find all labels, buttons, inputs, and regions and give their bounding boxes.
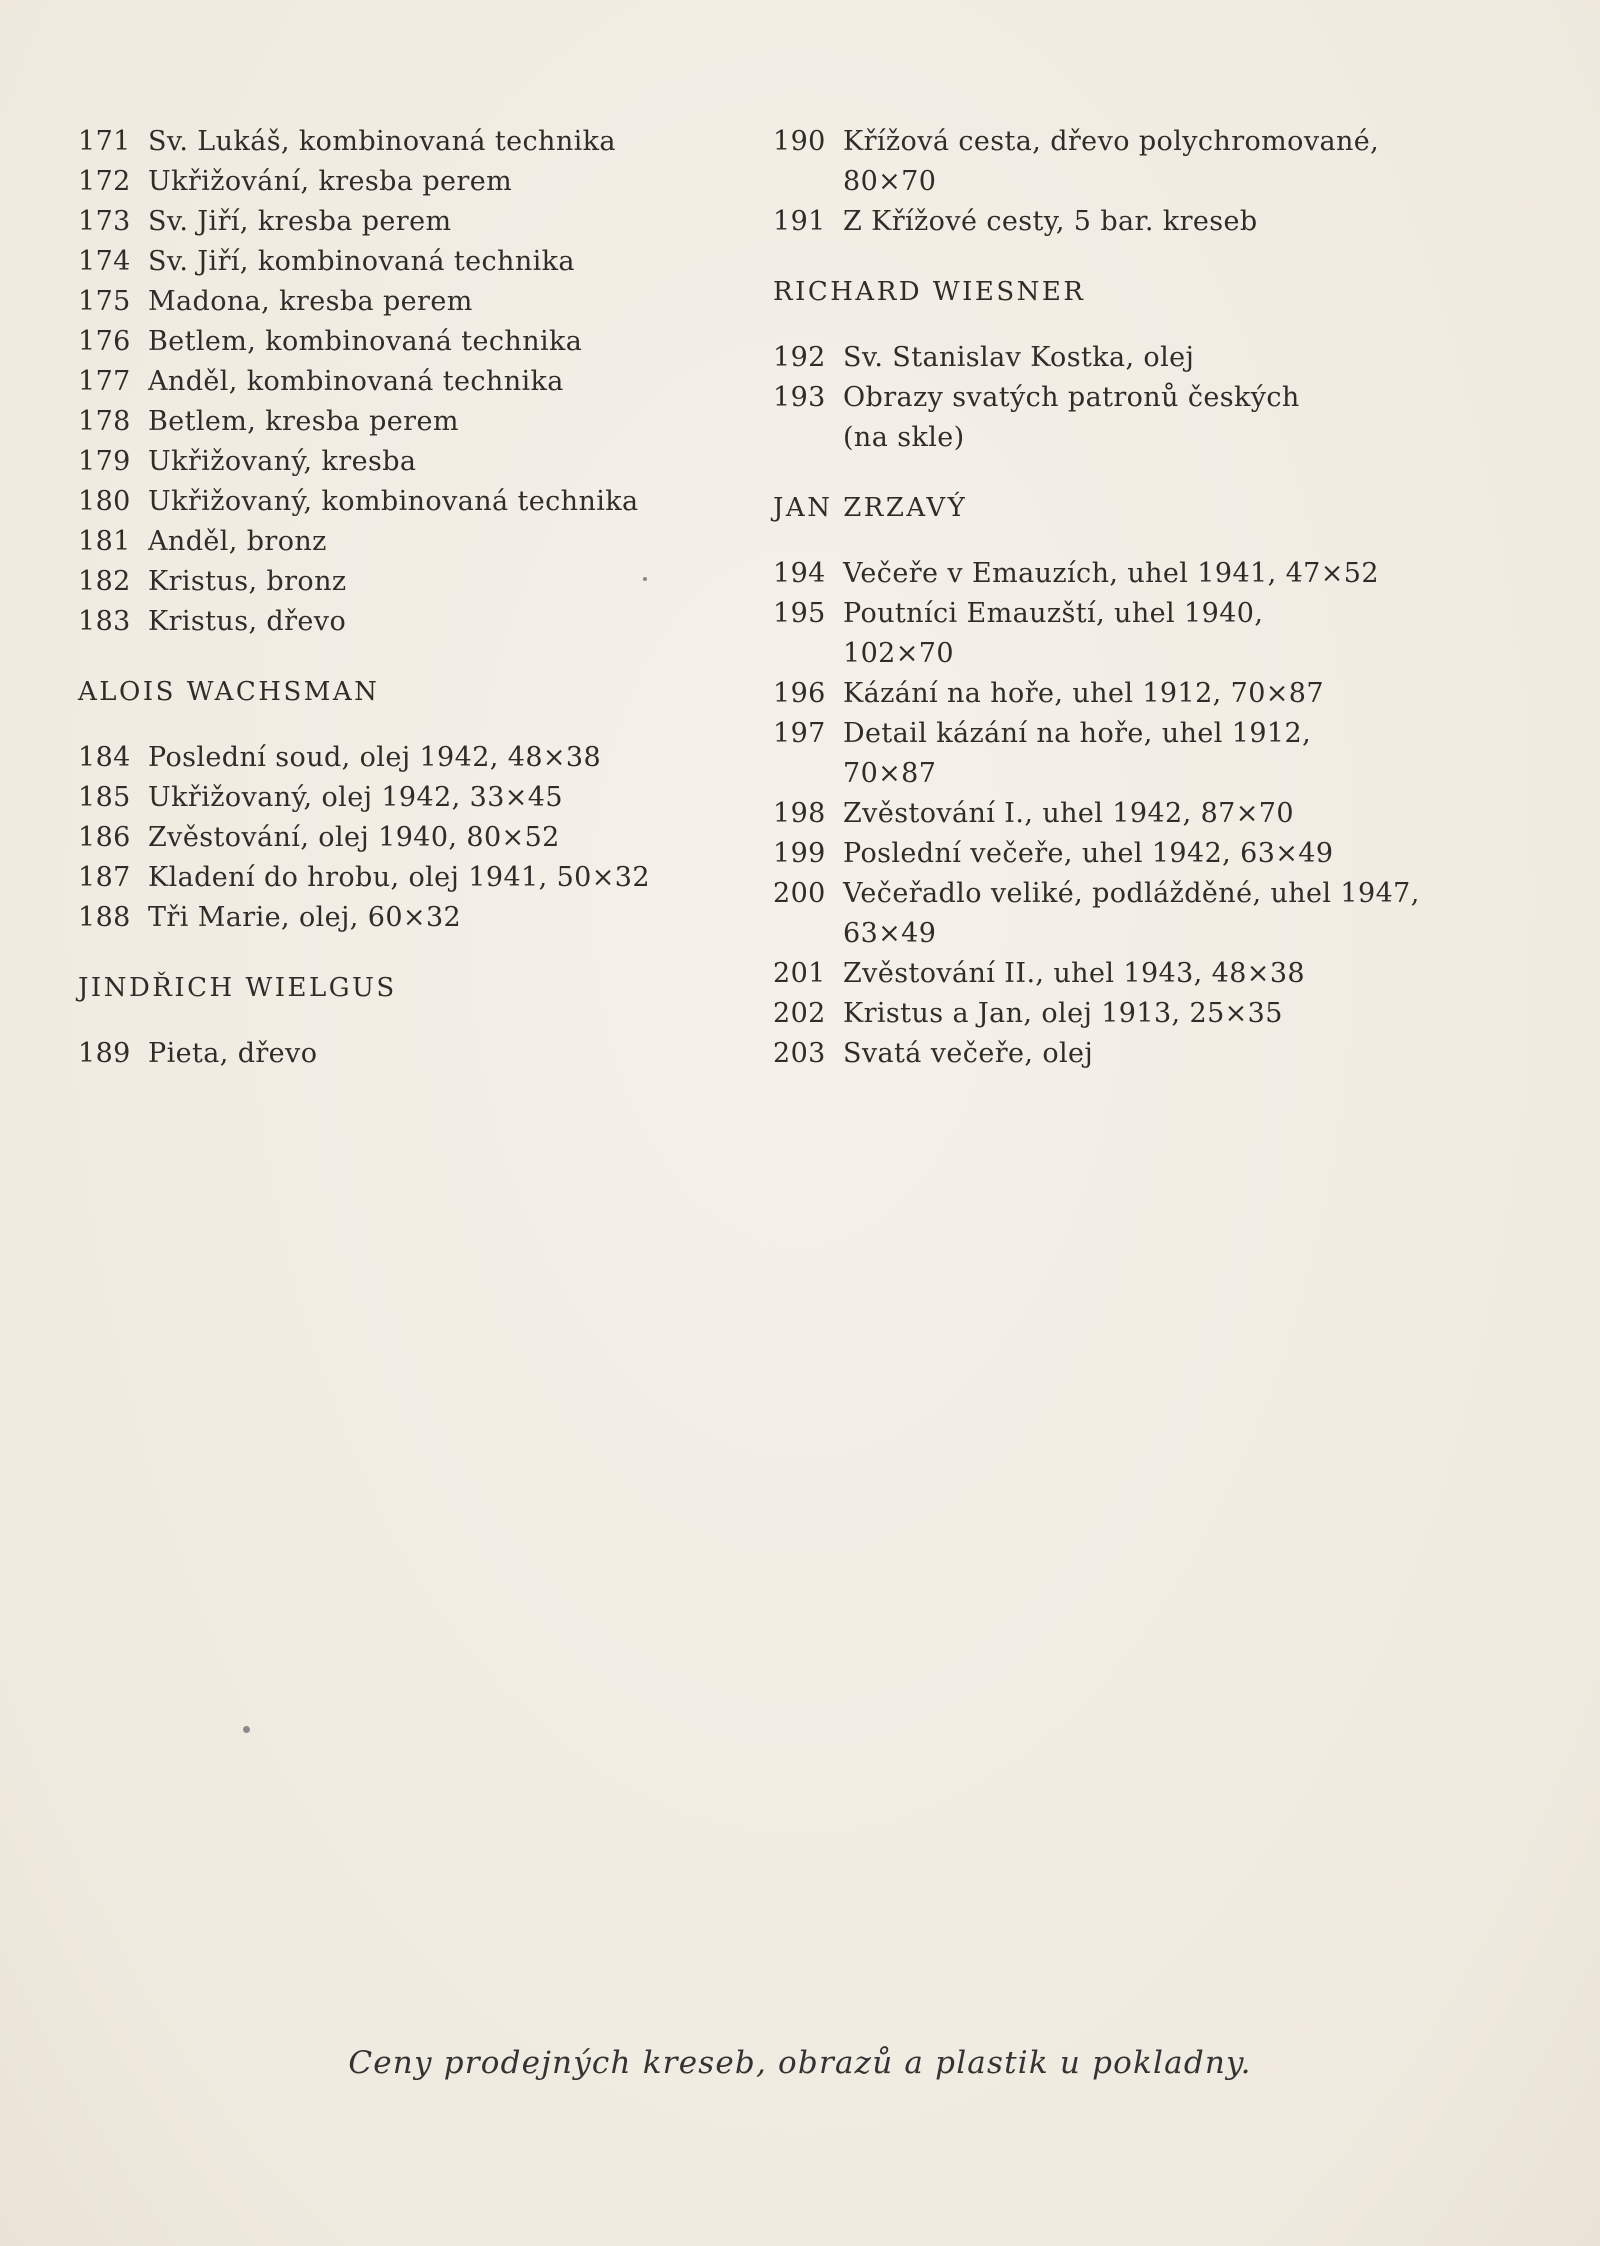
entry-text: Pieta, dřevo: [148, 1038, 318, 1069]
entry-number: 202: [773, 998, 826, 1029]
entry-text: Betlem, kombinovaná technika: [148, 326, 583, 357]
entry-text: Kristus, bronz: [148, 566, 347, 597]
catalog-entry: [78, 322, 738, 362]
entry-number: 179: [78, 446, 131, 477]
catalog-entry: [773, 338, 1493, 378]
entry-number: 174: [78, 246, 131, 277]
entry-text: Kladení do hrobu, olej 1941, 50×32: [148, 862, 650, 893]
entry-text: Zvěstování II., uhel 1943, 48×38: [843, 958, 1305, 989]
catalog-entry: [78, 402, 738, 442]
catalog-entry: [78, 522, 738, 562]
entry-text: [843, 874, 1493, 954]
entry-text: Svatá večeře, olej: [843, 1038, 1094, 1069]
entry-text: Kristus a Jan, olej 1913, 25×35: [843, 998, 1283, 1029]
entry-number: 199: [773, 838, 826, 869]
catalog-entry: [78, 442, 738, 482]
entry-number: 197: [773, 718, 826, 749]
entry-text-line: Poutníci Emauzští, uhel 1940,: [843, 598, 1264, 629]
entry-text: Kázání na hoře, uhel 1912, 70×87: [843, 678, 1324, 709]
catalog-entry: [78, 202, 738, 242]
entry-text: [843, 594, 1493, 674]
entry-text: Poslední večeře, uhel 1942, 63×49: [843, 838, 1334, 869]
entry-list-left-a: [78, 122, 738, 642]
entry-number: 175: [78, 286, 131, 317]
catalog-entry: [78, 738, 738, 778]
left-column: [78, 122, 738, 1074]
catalog-entry: [773, 594, 1493, 674]
entry-list-left-c: [78, 1034, 738, 1074]
entry-text: Sv. Lukáš, kombinovaná technika: [148, 126, 616, 157]
entry-text: Zvěstování I., uhel 1942, 87×70: [843, 798, 1294, 829]
catalog-entry: [78, 778, 738, 818]
entry-number: 190: [773, 126, 826, 157]
entry-number: 173: [78, 206, 131, 237]
catalog-entry: [773, 994, 1493, 1034]
entry-text: Sv. Jiří, kombinovaná technika: [148, 246, 575, 277]
entry-number: 172: [78, 166, 131, 197]
entry-number: 188: [78, 902, 131, 933]
entry-text: Ukřižovaný, kombinovaná technika: [148, 486, 639, 517]
entry-text-continuation: 80×70: [843, 166, 937, 197]
entry-text: Zvěstování, olej 1940, 80×52: [148, 822, 560, 853]
entry-text-continuation: (na skle): [843, 422, 965, 453]
catalog-entry: [78, 482, 738, 522]
entry-number: 180: [78, 486, 131, 517]
entry-number: 198: [773, 798, 826, 829]
entry-number: 176: [78, 326, 131, 357]
entry-number: 196: [773, 678, 826, 709]
entry-text-line: Detail kázání na hoře, uhel 1912,: [843, 718, 1312, 749]
entry-text: Kristus, dřevo: [148, 606, 347, 637]
entry-number: 193: [773, 382, 826, 413]
entry-text: Ukřižovaný, kresba: [148, 446, 417, 477]
entry-number: 186: [78, 822, 131, 853]
entry-number: 171: [78, 126, 131, 157]
catalog-entry: [773, 834, 1493, 874]
artist-heading: JAN ZRZAVÝ: [773, 493, 968, 523]
catalog-entry: [773, 378, 1493, 458]
entry-number: 184: [78, 742, 131, 773]
paper-speck: [643, 577, 647, 581]
entry-list-left-b: [78, 738, 738, 938]
entry-text: Madona, kresba perem: [148, 286, 473, 317]
entry-list-right-c: [773, 554, 1493, 1074]
entry-number: 178: [78, 406, 131, 437]
entry-list-right-a: [773, 122, 1493, 242]
catalog-entry: [78, 562, 738, 602]
artist-heading: ALOIS WACHSMAN: [78, 677, 380, 707]
entry-text-continuation: 70×87: [843, 758, 937, 789]
catalog-entry: [78, 282, 738, 322]
catalog-entry: [773, 874, 1493, 954]
entry-text-line: Obrazy svatých patronů českých: [843, 382, 1300, 413]
right-column: [773, 122, 1493, 1074]
entry-text: [843, 378, 1493, 458]
catalog-entry: [78, 122, 738, 162]
catalog-entry: [773, 1034, 1493, 1074]
catalog-entry: [773, 554, 1493, 594]
entry-text: Anděl, bronz: [148, 526, 327, 557]
entry-list-right-b: [773, 338, 1493, 458]
entry-number: 194: [773, 558, 826, 589]
artist-heading: JINDŘICH WIELGUS: [78, 973, 397, 1003]
entry-text-continuation: 63×49: [843, 918, 937, 949]
catalog-entry: [773, 202, 1493, 242]
entry-number: 191: [773, 206, 826, 237]
entry-text-line: Večeřadlo veliké, podlážděné, uhel 1947,: [843, 878, 1420, 909]
catalog-entry: [78, 818, 738, 858]
catalog-entry: [78, 602, 738, 642]
entry-number: 183: [78, 606, 131, 637]
catalog-entry: [773, 794, 1493, 834]
entry-number: 177: [78, 366, 131, 397]
entry-number: 182: [78, 566, 131, 597]
catalog-entry: [78, 242, 738, 282]
entry-number: 200: [773, 878, 826, 909]
catalog-entry: [78, 362, 738, 402]
catalog-entry: [78, 858, 738, 898]
catalog-entry: [773, 122, 1493, 202]
entry-number: 195: [773, 598, 826, 629]
artist-heading: RICHARD WIESNER: [773, 277, 1086, 307]
entry-number: 192: [773, 342, 826, 373]
entry-text-continuation: 102×70: [843, 638, 954, 669]
catalog-entry: [78, 898, 738, 938]
entry-text: Z Křížové cesty, 5 bar. kreseb: [843, 206, 1258, 237]
catalog-entry: [78, 1034, 738, 1074]
entry-text: Tři Marie, olej, 60×32: [148, 902, 462, 933]
entry-number: 201: [773, 958, 826, 989]
paper-speck: [243, 1726, 250, 1733]
entry-text: Ukřižování, kresba perem: [148, 166, 513, 197]
catalog-entry: [78, 162, 738, 202]
price-note: Ceny prodejných kreseb, obrazů a plastik u pokladny.: [348, 2045, 1252, 2081]
entry-text: Anděl, kombinovaná technika: [148, 366, 564, 397]
entry-number: 187: [78, 862, 131, 893]
entry-text: Betlem, kresba perem: [148, 406, 459, 437]
catalog-entry: [773, 674, 1493, 714]
entry-text: [843, 122, 1493, 202]
entry-text: [843, 714, 1493, 794]
entry-number: 189: [78, 1038, 131, 1069]
entry-text: Poslední soud, olej 1942, 48×38: [148, 742, 602, 773]
entry-text: Sv. Jiří, kresba perem: [148, 206, 452, 237]
entry-number: 203: [773, 1038, 826, 1069]
entry-text: Sv. Stanislav Kostka, olej: [843, 342, 1195, 373]
entry-text: Ukřižovaný, olej 1942, 33×45: [148, 782, 563, 813]
entry-number: 185: [78, 782, 131, 813]
catalog-entry: [773, 714, 1493, 794]
entry-number: 181: [78, 526, 131, 557]
catalog-entry: [773, 954, 1493, 994]
entry-text-line: Křížová cesta, dřevo polychromované,: [843, 126, 1380, 157]
entry-text: Večeře v Emauzích, uhel 1941, 47×52: [843, 558, 1379, 589]
